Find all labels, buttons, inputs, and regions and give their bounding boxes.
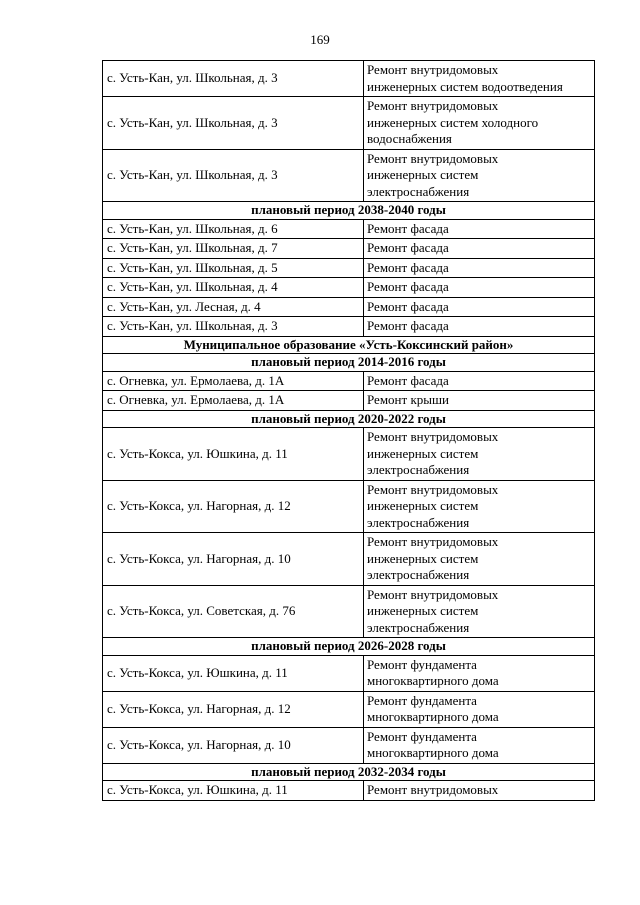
work-type-line: электроснабжения [367,462,470,477]
section-header-row [103,763,595,781]
work-type-line: Ремонт фасада [367,372,449,388]
work-type-cell [364,219,595,239]
work-type-line: многоквартирного дома [367,709,499,724]
work-type-line: Ремонт внутридомовых [367,150,499,166]
section-header-row [103,354,595,372]
table-row [103,278,595,298]
work-type-line: инженерных систем [367,498,479,513]
table-row [103,258,595,278]
section-header-row [103,638,595,656]
work-type-line: Ремонт фундамента [367,728,477,744]
address-cell: с. Усть-Кокса, ул. Юшкина, д. 11 [103,781,364,801]
work-type-cell [364,149,595,202]
work-type-line: электроснабжения [367,183,470,199]
work-type-line: Ремонт фундамента [367,692,477,708]
table-row [103,391,595,411]
work-type-line: Ремонт внутридомовых [367,481,499,497]
table-row [103,533,595,586]
table-row [103,297,595,317]
address-cell: с. Усть-Кан, ул. Лесная, д. 4 [103,297,364,317]
work-type-line: инженерных систем [367,603,479,618]
table-row [103,655,595,691]
work-type-line: электроснабжения [367,514,470,530]
page-number: 169 [310,32,330,47]
table-row [103,149,595,202]
table-body [103,61,595,801]
table-row [103,219,595,239]
address-cell: с. Усть-Кокса, ул. Нагорная, д. 10 [103,727,364,763]
work-type-line: инженерных систем холодного [367,114,539,130]
work-type-cell [364,585,595,638]
work-type-line: Ремонт внутридомовых [367,586,499,602]
work-type-cell [364,239,595,259]
table-row [103,97,595,150]
address-cell: с. Усть-Кокса, ул. Нагорная, д. 10 [103,533,364,586]
work-type-cell [364,691,595,727]
section-header-row [103,410,595,428]
work-type-line: инженерных систем водоотведения [367,78,563,94]
work-type-cell [364,61,595,97]
work-type-line: многоквартирного дома [367,745,499,760]
address-cell: с. Усть-Кан, ул. Школьная, д. 7 [103,239,364,259]
section-title: плановый период 2014-2016 годы [103,354,595,372]
address-cell: с. Усть-Кан, ул. Школьная, д. 4 [103,278,364,298]
work-type-line: водоснабжения [367,131,452,146]
address-cell: с. Усть-Кокса, ул. Советская, д. 76 [103,585,364,638]
work-type-line: электроснабжения [367,567,470,582]
work-type-line: Ремонт фасада [367,259,449,275]
work-type-line: инженерных систем [367,550,479,566]
work-type-line: инженерных систем [367,167,479,182]
section-title: плановый период 2032-2034 годы [103,763,595,781]
address-cell: с. Усть-Кокса, ул. Юшкина, д. 11 [103,655,364,691]
work-type-line: многоквартирного дома [367,673,499,688]
address-cell: с. Огневка, ул. Ермолаева, д. 1А [103,391,364,411]
address-cell: с. Усть-Кан, ул. Школьная, д. 3 [103,61,364,97]
table-row [103,317,595,337]
table-row [103,371,595,391]
section-title: Муниципальное образование «Усть-Коксинский район» [103,336,595,354]
work-type-cell [364,781,595,801]
work-type-line: Ремонт фасада [367,220,449,236]
address-cell: с. Огневка, ул. Ермолаева, д. 1А [103,371,364,391]
section-header-row [103,202,595,220]
work-type-line: Ремонт фасада [367,318,449,333]
work-type-line: Ремонт внутридомовых [367,98,499,113]
table-row [103,239,595,259]
address-cell: с. Усть-Кан, ул. Школьная, д. 3 [103,97,364,150]
section-title: плановый период 2038-2040 годы [103,202,595,220]
work-type-cell [364,317,595,337]
address-cell: с. Усть-Кокса, ул. Нагорная, д. 12 [103,691,364,727]
address-cell: с. Усть-Кан, ул. Школьная, д. 3 [103,317,364,337]
work-type-line: Ремонт внутридомовых [367,62,499,77]
table-row [103,61,595,97]
work-type-cell [364,258,595,278]
work-type-cell [364,391,595,411]
work-type-cell [364,655,595,691]
table-row [103,480,595,533]
repair-schedule-table [102,60,595,801]
work-type-cell [364,533,595,586]
work-type-cell [364,97,595,150]
table-row [103,727,595,763]
work-type-line: Ремонт фасада [367,240,449,255]
work-type-cell [364,428,595,481]
table-row [103,781,595,801]
table-row [103,585,595,638]
work-type-line: Ремонт внутридомовых [367,429,499,444]
work-type-cell [364,297,595,317]
table-row [103,428,595,481]
work-type-cell [364,278,595,298]
work-type-line: Ремонт фундамента [367,656,477,672]
address-cell: с. Усть-Кан, ул. Школьная, д. 5 [103,258,364,278]
work-type-line: Ремонт внутридомовых [367,534,499,549]
work-type-line: Ремонт фасада [367,279,449,294]
work-type-cell [364,727,595,763]
work-type-line: Ремонт фасада [367,298,449,314]
work-type-cell [364,480,595,533]
work-type-line: электроснабжения [367,619,470,635]
section-header-row [103,336,595,354]
table-row [103,691,595,727]
section-title: плановый период 2020-2022 годы [103,410,595,428]
address-cell: с. Усть-Кокса, ул. Нагорная, д. 12 [103,480,364,533]
address-cell: с. Усть-Кокса, ул. Юшкина, д. 11 [103,428,364,481]
section-title: плановый период 2026-2028 годы [103,638,595,656]
work-type-cell [364,371,595,391]
address-cell: с. Усть-Кан, ул. Школьная, д. 6 [103,219,364,239]
work-type-line: Ремонт внутридомовых [367,782,499,797]
address-cell: с. Усть-Кан, ул. Школьная, д. 3 [103,149,364,202]
work-type-line: Ремонт крыши [367,392,449,407]
work-type-line: инженерных систем [367,445,479,461]
